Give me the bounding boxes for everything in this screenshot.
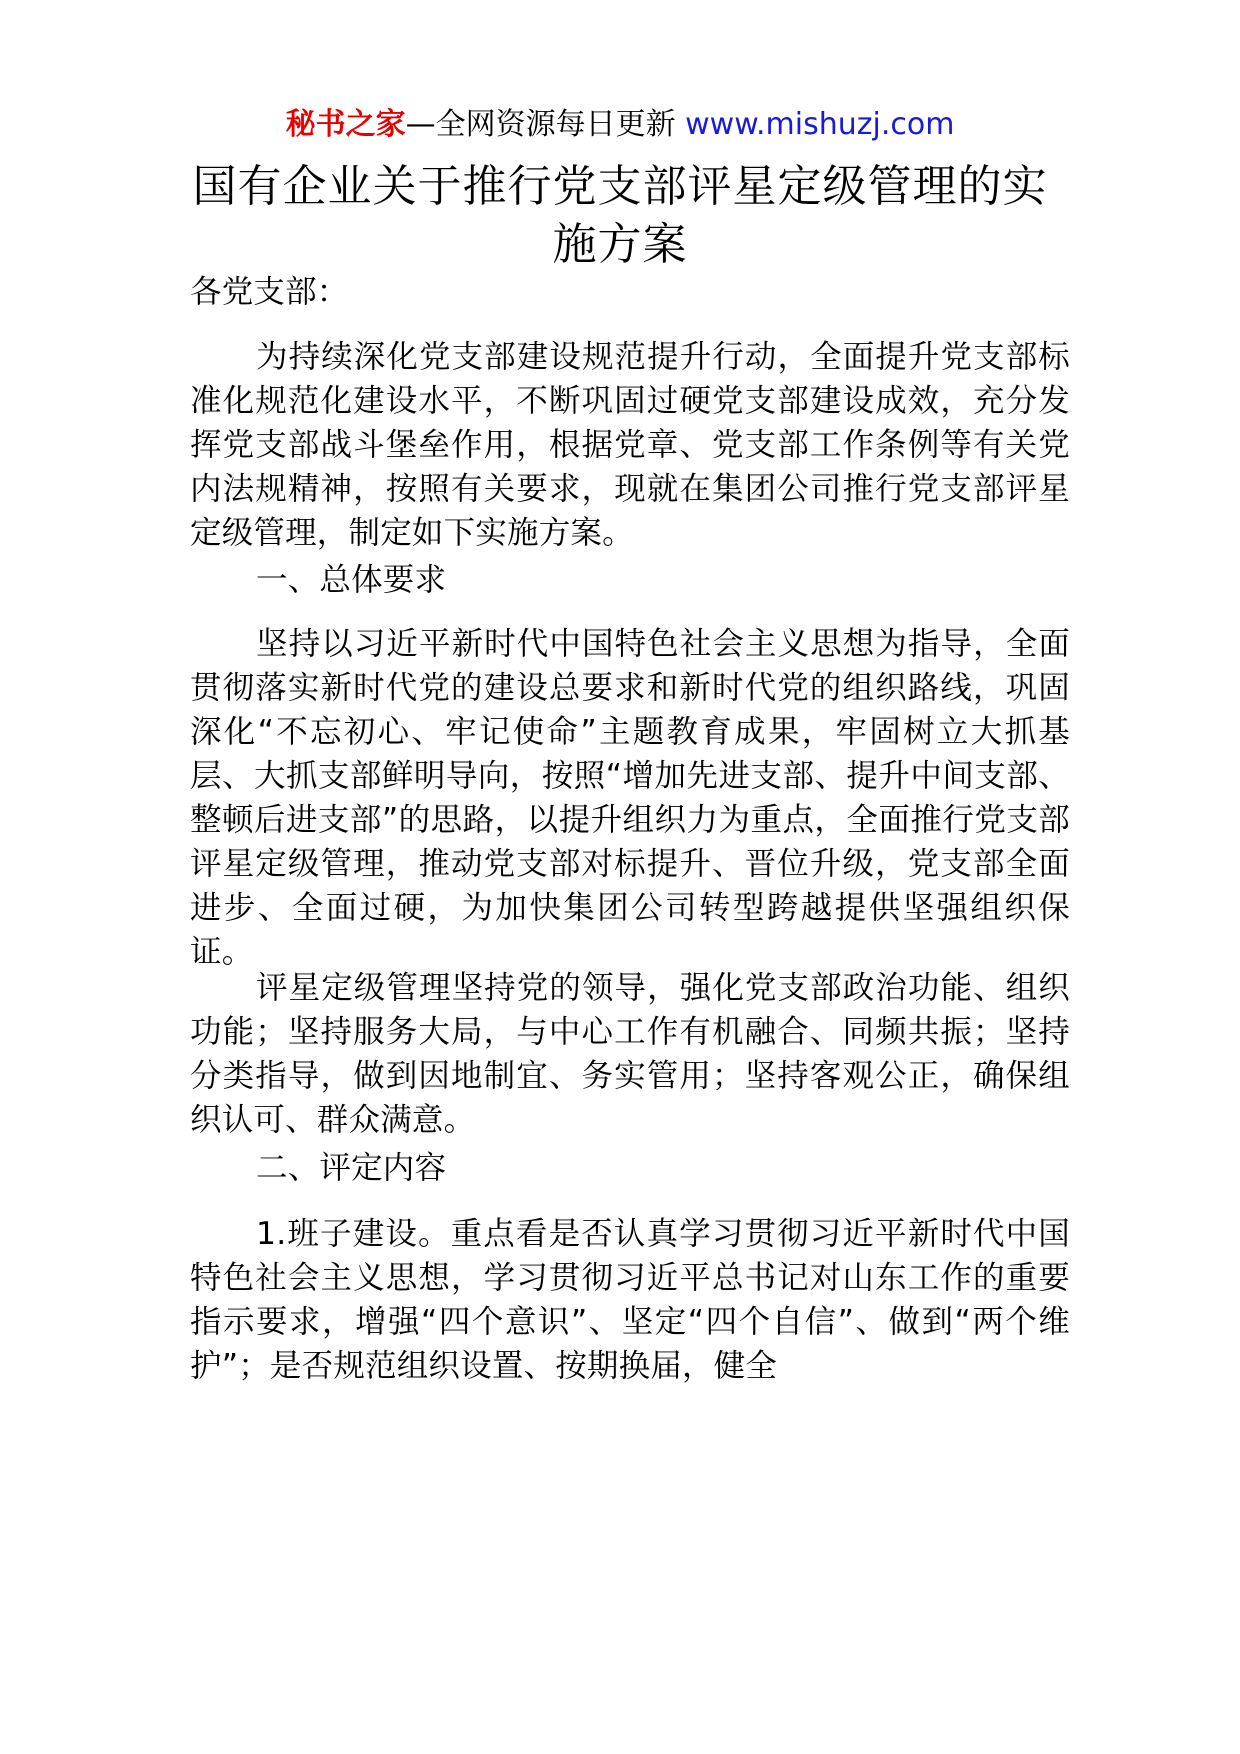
site-url-link[interactable]: www.mishuzj.com xyxy=(685,107,955,142)
section-heading-general-requirements: 一、总体要求 xyxy=(256,562,447,598)
document-title: 国有企业关于推行党支部评星定级管理的实施方案 xyxy=(192,161,1048,270)
paragraph-team-building: 1.班子建设。重点看是否认真学习贯彻习近平新时代中国特色社会主义思想，学习贯彻习近平总书记对山东工作的重要指示要求，增强“四个意识”、坚定“四个自信”、做到“两个维护”；是否规范组织设置、按期换届，健全 xyxy=(190,1216,1070,1384)
paragraph-principles: 评星定级管理坚持党的领导，强化党支部政治功能、组织功能；坚持服务大局，与中心工作有机融合、同频共振；坚持分类指导，做到因地制宜、务实管用；坚持客观公正，确保组织认可、群众满意。 xyxy=(190,970,1070,1138)
paragraph-intro: 为持续深化党支部建设规范提升行动，全面提升党支部标准化规范化建设水平，不断巩固过硬党支部建设成效，充分发挥党支部战斗堡垒作用，根据党章、党支部工作条例等有关党内法规精神，按照有关要求，现就在集团公司推行党支部评星定级管理，制定如下实施方案。 xyxy=(190,339,1070,551)
site-banner xyxy=(0,105,1240,145)
paragraph-guiding-thought: 坚持以习近平新时代中国特色社会主义思想为指导，全面贯彻落实新时代党的建设总要求和新时代党的组织路线，巩固深化“不忘初心、牢记使命”主题教育成果，牢固树立大抓基层、大抓支部鲜明导向，按照“增加先进支部、提升中间支部、整顿后进支部”的思路，以提升组织力为重点，全面推行党支部评星定级管理，推动党支部对标提升、晋位升级，党支部全面进步、全面过硬，为加快集团公司转型跨越提供坚强组织保证。 xyxy=(190,626,1071,970)
salutation: 各党支部： xyxy=(190,274,349,310)
section-heading-evaluation-content: 二、评定内容 xyxy=(256,1150,447,1186)
brand-name: 秘书之家 xyxy=(285,107,406,142)
banner-tagline: —全网资源每日更新 xyxy=(405,107,676,142)
